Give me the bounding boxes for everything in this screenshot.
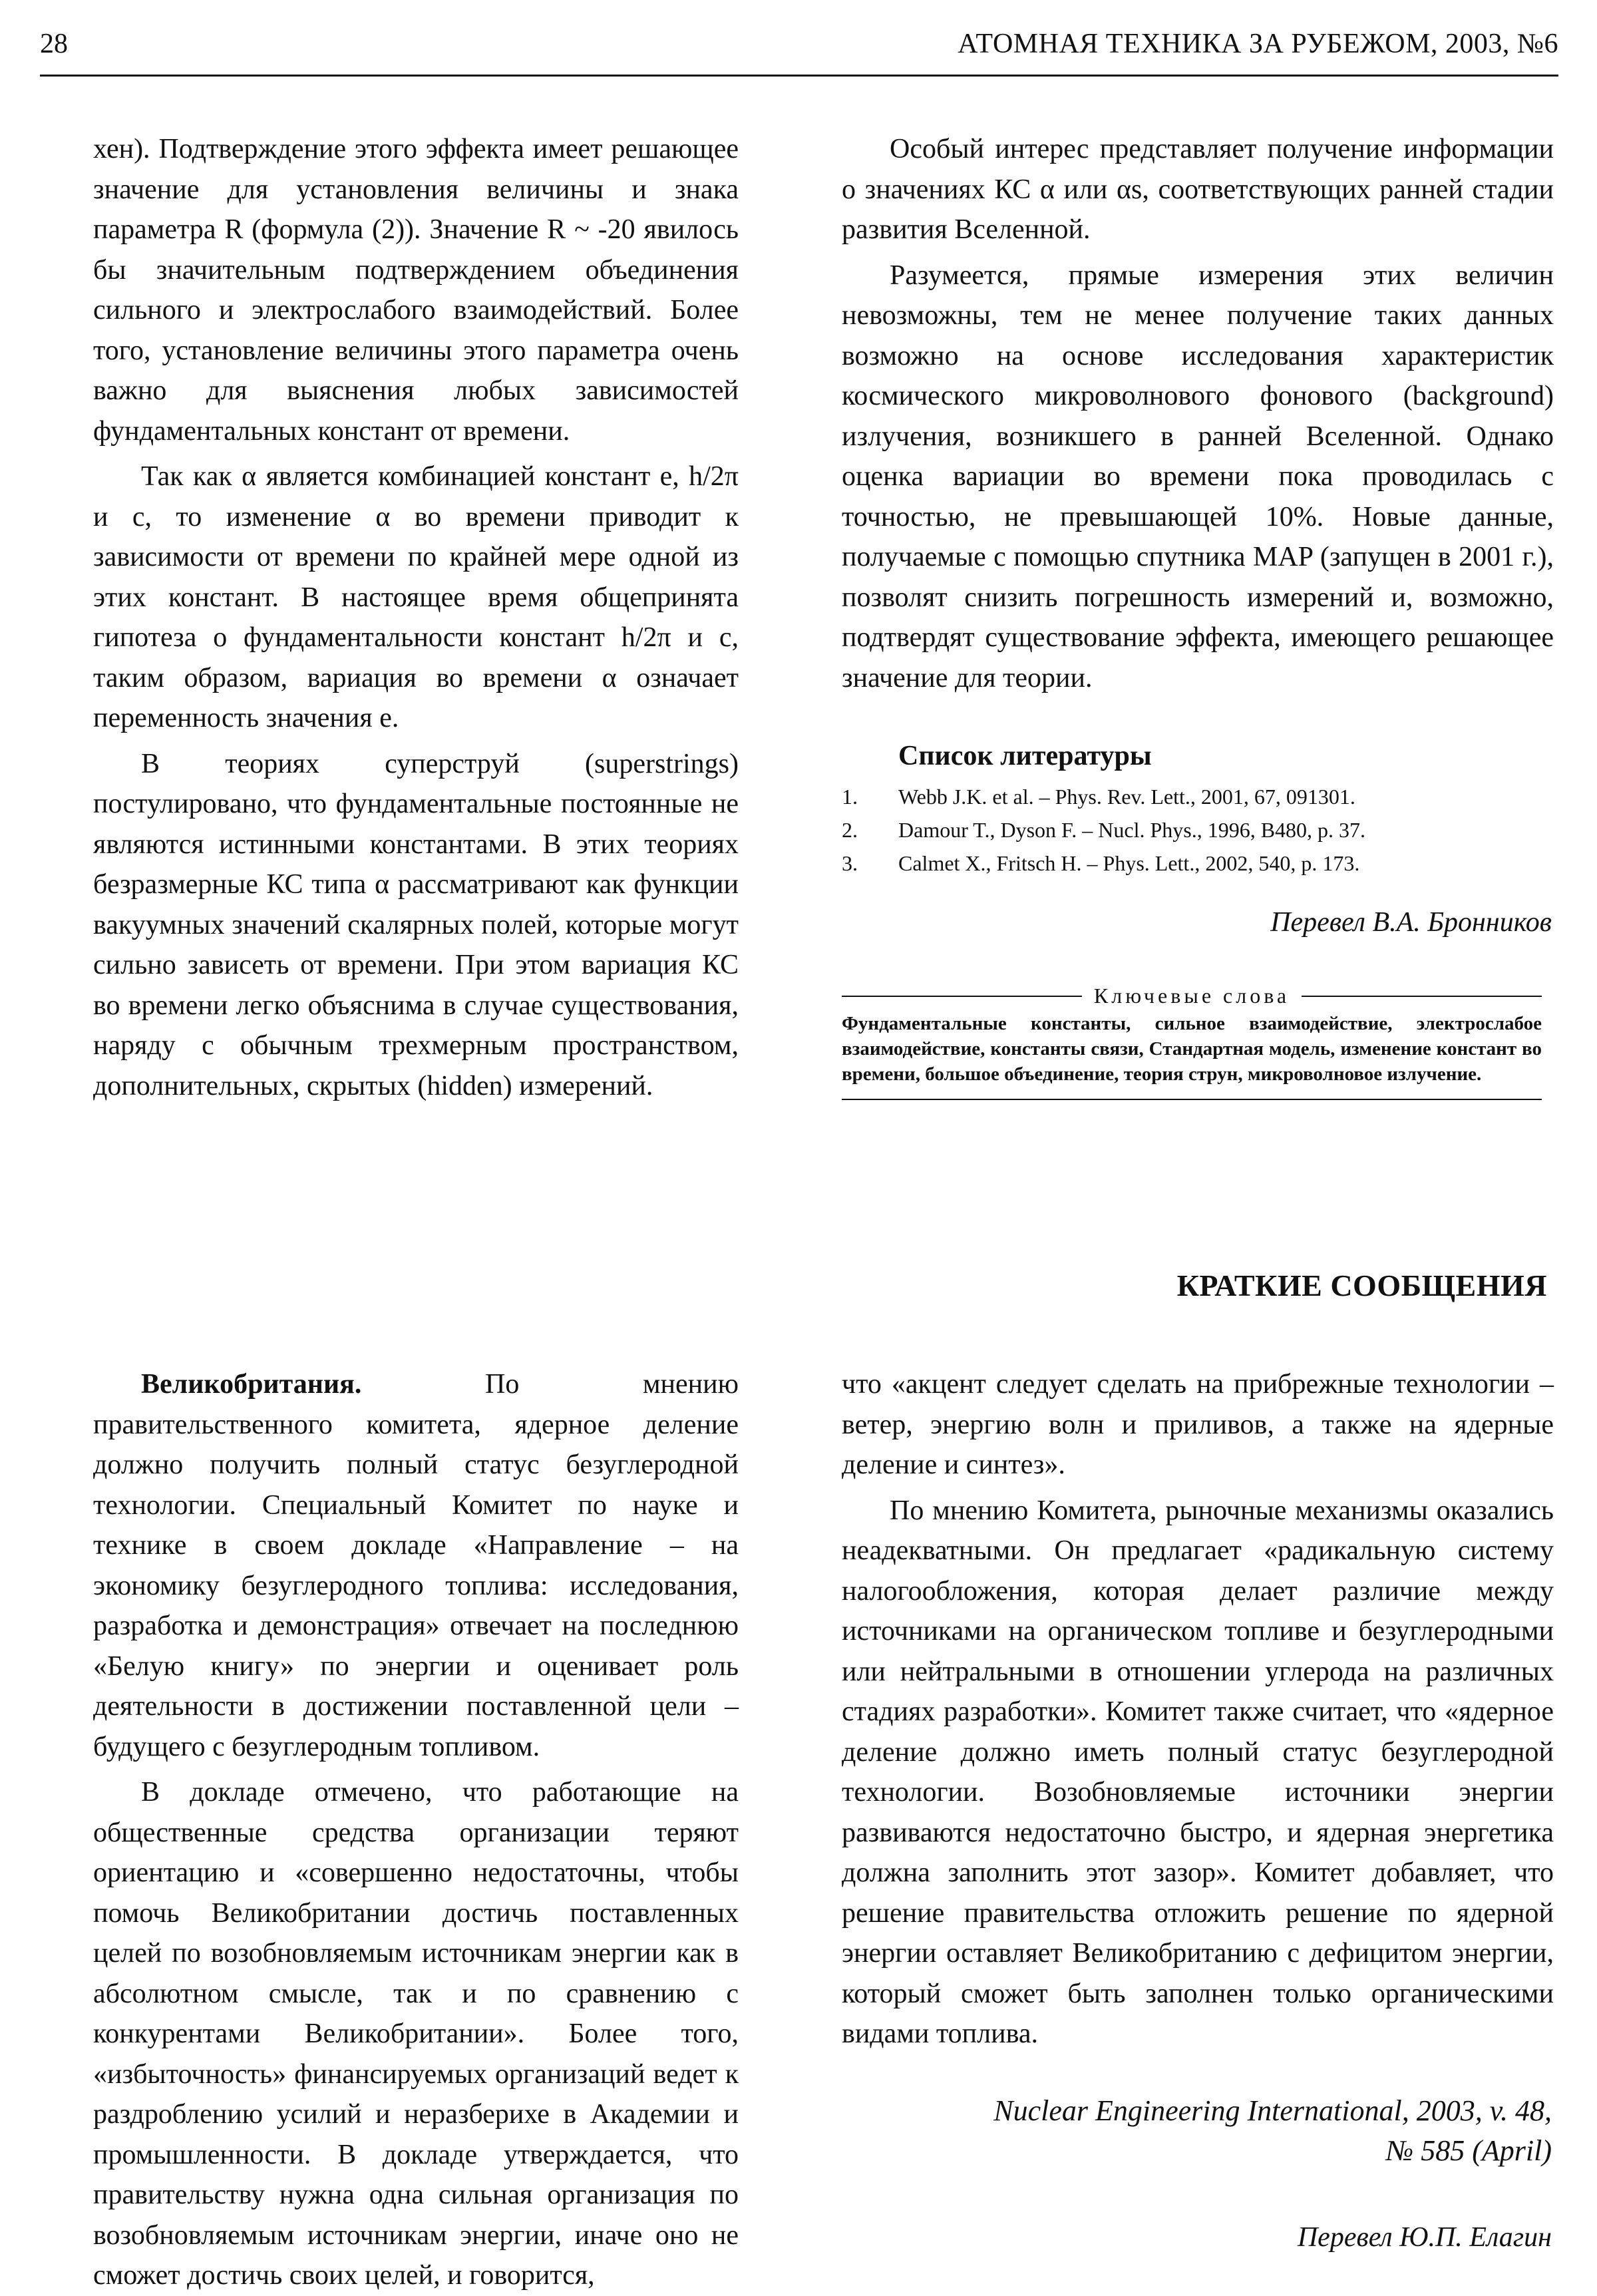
paragraph: Особый интерес представляет получение информации о значениях КС α или αs, соответствующих ранней стадии развития Вселенной. [842,134,1554,245]
paragraph: хен). Подтверждение этого эффекта имеет решающее значение для установления величины и знака параметра R (формула (2)). Значение R ~ -20 явилось бы значительным подтверждением объединения сильного и электрослабого взаимодействий. Более того, установление величины этого параметра очень важно для выяснения любых зависимостей фундаментальных констант от времени. [93,134,739,447]
divider [842,1099,1542,1100]
keywords-box [842,984,1542,1100]
source-citation [820,2091,1552,2171]
source-line: Nuclear Engineering International, 2003, v. 48, [993,2094,1552,2127]
lead-country: Великобритания. [141,1369,362,1400]
paragraph [93,1364,739,1767]
left-column-bottom [93,1364,739,2296]
keywords-header [842,984,1542,1008]
reference-text: Webb J.K. et al. – Phys. Rev. Lett., 2001, 67, 091301. [898,785,1355,809]
paragraph: Разумеется, прямые измерения этих величин невозможны, тем не менее получение таких данных возможно на основе исследования характеристик космического микроволнового фонового (background) излучения, возникшего в ранней Вселенной. Однако оценка вариации во времени пока проводилась с точностью, не превышающей 10%. Новые данные, получаемые с помощью спутника MAP (запущен в 2001 г.), позволят снизить погрешность измерений и, возможно, подтвердят существование эффекта, имеющего решающее значение для теории. [842,260,1554,693]
left-column-top [93,129,739,1106]
right-column-bottom [842,1364,1554,2054]
paragraph: Так как α является комбинацией констант e, h/2π и c, то изменение α во времени приводит к зависимости от времени по крайней мере одной из этих констант. В настоящее время общепринята гипотеза о фундаментальности констант h/2π и c, таким образом, вариация во времени α означает переменность значения e. [93,461,739,733]
source-line: № 585 (April) [1385,2134,1552,2167]
references-list [842,780,1554,880]
divider [842,996,1082,997]
paragraph: По мнению Комитета, рыночные механизмы оказались неадекватными. Он предлагает «радикальную систему налогообложения, которая делает различие между источниками на органическом топливе и безуглеродными или нейтральными в отношении углерода на различных стадиях разработки». Комитет также считает, что «ядерное деление должно иметь полный статус безуглеродной технологии. Возобновляемые источники энергии развиваются недостаточно быстро, и ядерная энергетика должна заполнить этот зазор». Комитет добавляет, что решение правительства отложить решение по ядерной энергии оставляет Великобританию с дефицитом энергии, который сможет быть заполнен только органическими видами топлива. [842,1495,1554,2049]
journal-title: АТОМНАЯ ТЕХНИКА ЗА РУБЕЖОМ, 2003, №6 [958,29,1558,59]
reference-text: Damour T., Dyson F. – Nucl. Phys., 1996, B480, p. 37. [898,818,1366,842]
translator-credit: Перевел В.А. Бронников [1270,907,1552,938]
reference-number: 3. [842,851,858,875]
translator-credit: Перевел Ю.П. Елагин [1297,2222,1552,2253]
paragraph: В докладе отмечено, что работающие на общественные средства организации теряют ориентацию и «совершенно недостаточны, чтобы помочь Великобритании достичь поставленных целей по возобновляемым источникам энергии как в абсолютном смысле, так и по сравнению с конкурентами Великобритании». Более того, «избыточность» финансируемых организаций ведет к раздроблению усилий и неразберихе в Академии и промышленности. В докладе утверждается, что правительству нужна одна сильная организация по возобновляемым источникам энергии, иначе оно не сможет достичь своих целей, и говорится, [93,1777,739,2291]
keywords-title: Ключевые слова [1093,984,1290,1008]
paragraph: что «акцент следует сделать на прибрежные технологии – ветер, энергию волн и приливов, а также на ядерные деление и синтез». [842,1369,1554,1480]
reference-item [842,813,1554,847]
reference-item [842,847,1554,880]
references-title: Список литературы [898,741,1152,771]
reference-item [842,780,1554,813]
reference-number: 2. [842,818,858,842]
section-title: КРАТКИЕ СООБЩЕНИЯ [1176,1268,1547,1302]
right-column-top [842,129,1554,698]
page-number: 28 [40,29,68,59]
header-rule [40,75,1558,77]
keywords-text: Фундаментальные константы, сильное взаимодействие, электрослабое взаимодействие, константы связи, Стандартная модель, изменение констант во времени, большое объединение, теория струн, микроволновое излучение. [842,1013,1542,1085]
divider [1302,996,1542,997]
paragraph: В теориях суперструй (superstrings) постулировано, что фундаментальные постоянные не являются истинными константами. В этих теориях безразмерные КС типа α рассматривают как функции вакуумных значений скалярных полей, которые могут сильно зависеть от времени. При этом вариация КС во времени легко объяснима в случае существования, наряду с обычным трехмерным пространством, дополнительных, скрытых (hidden) измерений. [93,748,739,1101]
paragraph-text: По мнению правительственного комитета, ядерное деление должно получить полный статус безуглеродной технологии. Специальный Комитет по науке и технике в своем докладе «Направление – на экономику безуглеродного топлива: исследования, разработка и демонстрация» отвечает на последнюю «Белую книгу» по энергии и оценивает роль деятельности в достижении поставленной цели – будущего с безуглеродным топливом. [93,1369,739,1762]
reference-number: 1. [842,785,858,809]
reference-text: Calmet X., Fritsch H. – Phys. Lett., 2002, 540, p. 173. [898,851,1360,875]
